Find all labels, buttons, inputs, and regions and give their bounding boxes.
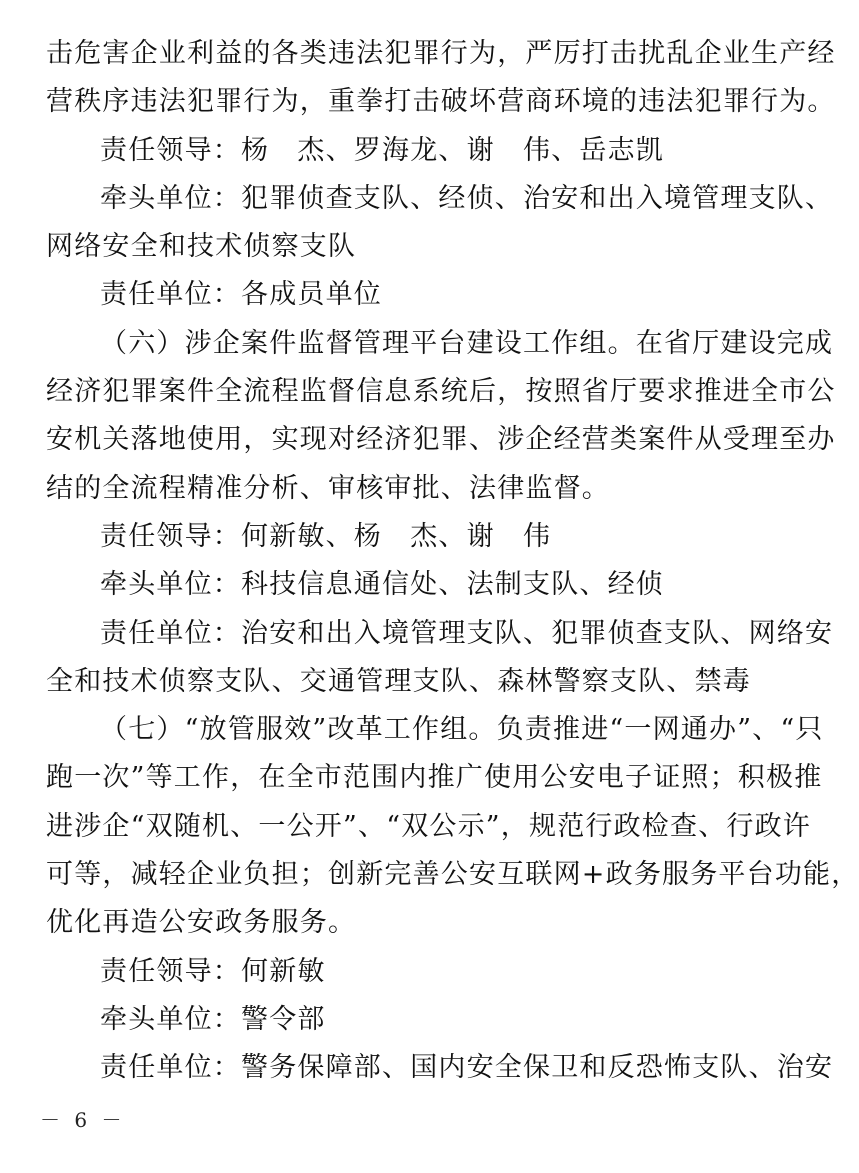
section-6-text-3: 结的全流程精准分析、审核审批、法律监督。 bbox=[46, 472, 610, 504]
lead-unit-7: 牵头单位：警令部 bbox=[100, 1003, 326, 1035]
section-6-text-2: 安机关落地使用，实现对经济犯罪、涉企经营类案件从受理至办 bbox=[46, 424, 836, 456]
responsible-leaders-6: 责任领导：何新敏、杨 杰、谢 伟 bbox=[100, 520, 552, 552]
responsible-leaders-7: 责任领导：何新敏 bbox=[100, 955, 326, 987]
responsible-units-5: 责任单位：各成员单位 bbox=[100, 279, 382, 311]
page-number: － 6 － bbox=[40, 1108, 126, 1132]
responsible-units-6: 责任单位：治安和出入境管理支队、犯罪侦查支队、网络安 bbox=[100, 617, 834, 649]
section-7-text-2: 进涉企“双随机、一公开”、“双公示”，规范行政检查、行政许 bbox=[46, 810, 812, 842]
section-7-text-3: 可等，减轻企业负担；创新完善公安互联网+政务服务平台功能， bbox=[46, 859, 859, 891]
responsible-units-7: 责任单位：警务保障部、国内安全保卫和反恐怖支队、治安 bbox=[100, 1052, 834, 1084]
section-6-text-1: 经济犯罪案件全流程监督信息系统后，按照省厅要求推进全市公 bbox=[46, 376, 836, 408]
lead-unit-6: 牵头单位：科技信息通信处、法制支队、经侦 bbox=[100, 569, 664, 601]
section-7-text-1: 跑一次”等工作，在全市范围内推广使用公安电子证照；积极推 bbox=[46, 762, 823, 794]
responsible-units-6-continued: 全和技术侦察支队、交通管理支队、森林警察支队、禁毒 bbox=[46, 665, 751, 697]
section-6-heading: （六）涉企案件监督管理平台建设工作组。在省厅建设完成 bbox=[100, 327, 834, 359]
lead-unit-5: 牵头单位：犯罪侦查支队、经侦、治安和出入境管理支队、 bbox=[100, 182, 834, 214]
responsible-leaders-5: 责任领导：杨 杰、罗海龙、谢 伟、岳志凯 bbox=[100, 134, 664, 166]
section-7-text-4: 优化再造公安政务服务。 bbox=[46, 907, 357, 939]
section-7-heading: （七）“放管服效”改革工作组。负责推进“一网通办”、“只 bbox=[100, 714, 824, 746]
lead-unit-5-continued: 网络安全和技术侦察支队 bbox=[46, 231, 357, 263]
text-line-1: 击危害企业利益的各类违法犯罪行为，严厉打击扰乱企业生产经 bbox=[46, 38, 836, 69]
document-body bbox=[46, 30, 859, 1093]
text-line-2: 营秩序违法犯罪行为，重拳打击破坏营商环境的违法犯罪行为。 bbox=[46, 86, 836, 118]
